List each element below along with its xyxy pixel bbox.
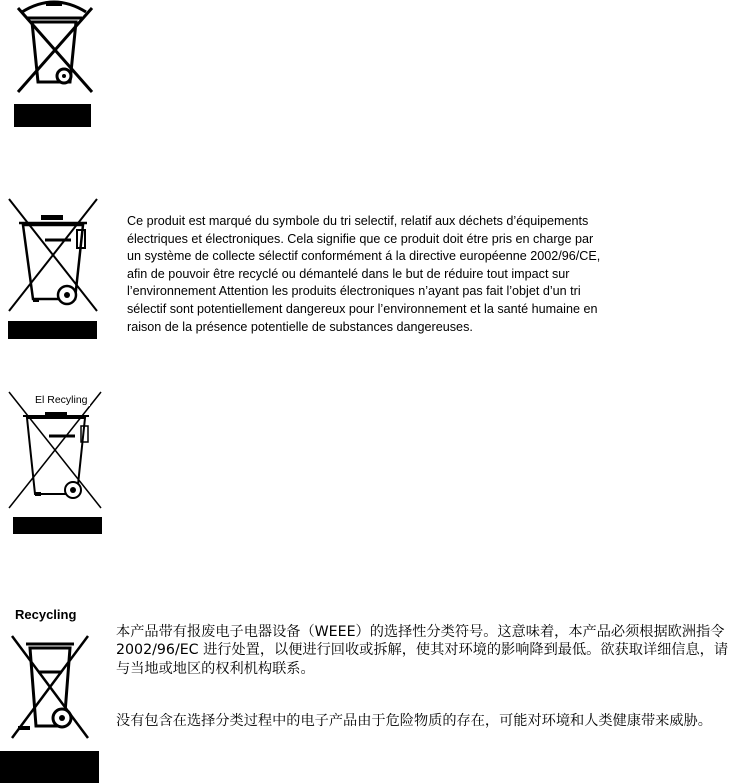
black-bar xyxy=(14,104,91,127)
weee-crossed-bin-icon xyxy=(5,195,100,315)
icon-label: Recycling xyxy=(15,607,77,622)
weee-crossed-bin-icon xyxy=(5,388,105,510)
weee-notice-chinese-paragraph-1: 本产品带有报废电子电器设备（WEEE）的选择性分类符号。这意味着，本产品必须根据欧洲指令 2002/96/EC 进行处置，以便进行回收或拆解，使其对环境的影响降到最低。欲获取详细信息，请与当地或地区的权利机构联系。 xyxy=(116,624,729,677)
icon-label: El Recyling xyxy=(35,394,88,406)
weee-notice-chinese-paragraph-2: 没有包含在选择分类过程中的电子产品由于危险物质的存在，可能对环境和人类健康带来威胁。 xyxy=(116,713,712,729)
black-bar xyxy=(0,751,99,783)
black-bar xyxy=(13,517,102,534)
black-bar xyxy=(8,321,97,339)
weee-crossed-bin-icon xyxy=(10,622,90,740)
weee-crossed-bin-icon xyxy=(12,0,96,96)
weee-notice-french: Ce produit est marqué du symbole du tri selectif, relatif aux déchets d’équipements électriques et électroniques. Cela signifie que ce produit doit étre pris en charge par un système de collecte sélectif conformément á la directive européenne 2002/96/CE, afin de pouvoir être recyclé ou démantelé dans le but de réduire tout impact sur l’environnement Attention les produits électroniques n’ayant pas fait l’objet d’un tri sélectif sont potentiellement dangereux pour l’environnement et la santé humaine en raison de la présence potentielle de substances dangereuses. xyxy=(127,214,601,334)
